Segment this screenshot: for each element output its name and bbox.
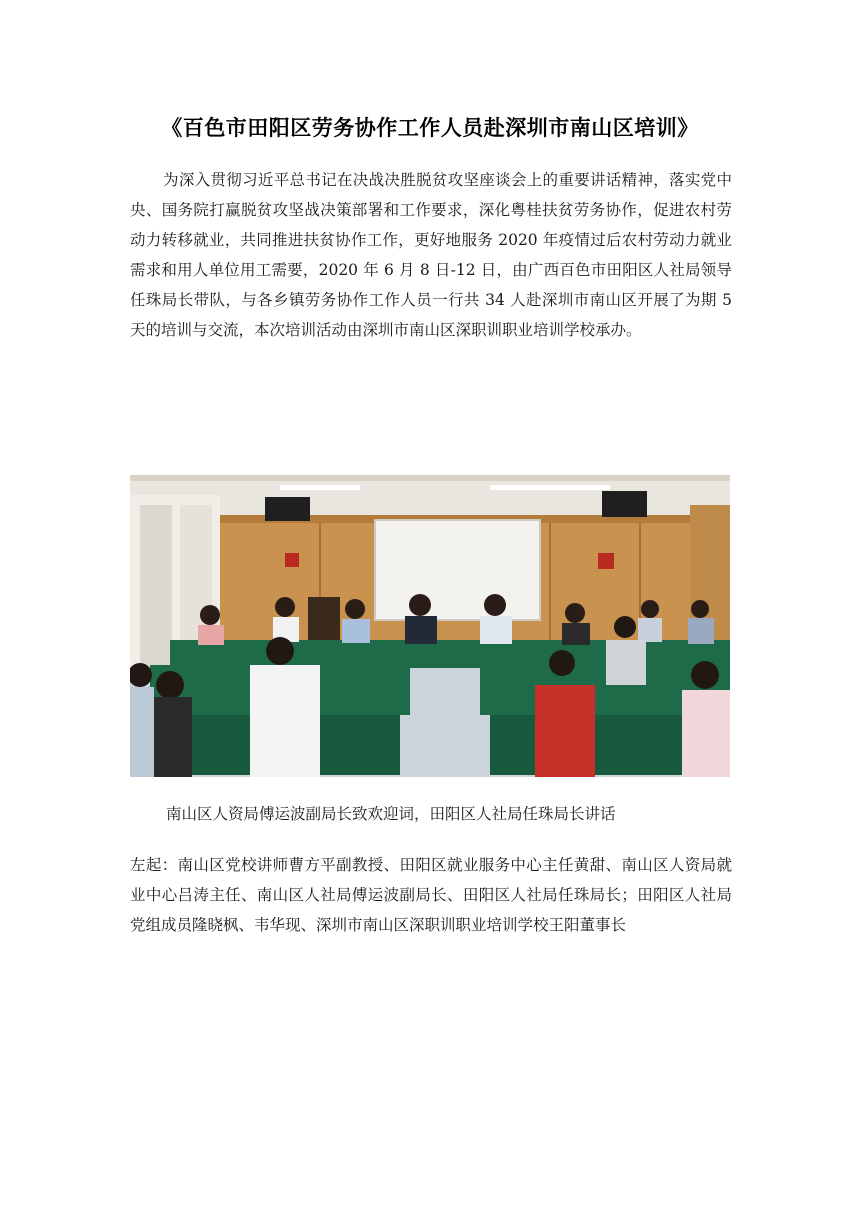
page-title: 《百色市田阳区劳务协作工作人员赴深圳市南山区培训》 [161,116,699,140]
photo-caption: 南山区人资局傅运波副局长致欢迎词，田阳区人社局任珠局长讲话 [166,805,616,823]
intro-paragraph: 为深入贯彻习近平总书记在决战决胜脱贫攻坚座谈会上的重要讲话精神，落实党中央、国务院打赢脱贫攻坚战决策部署和工作要求，深化粤桂扶贫劳务协作，促进农村劳动力转移就业，共同推进扶贫协作工作，更好地服务 2020 年疫情过后农村劳动力就业需求和用人单位用工需要，2020 年 6 月 8 日-12 日，由广西百色市田阳区人社局领导任珠局长带队，与各乡镇劳务协作工作人员一行共 34 人赴深圳市南山区开展了为期 5 天的培训与交流，本次培训活动由深圳市南山区深职训职业培训学校承办。 [130,171,732,339]
people-paragraph: 左起：南山区党校讲师曹方平副教授、田阳区就业服务中心主任黄甜、南山区人资局就业中心吕涛主任、南山区人社局傅运波副局长、田阳区人社局任珠局长；田阳区人社局党组成员隆晓枫、韦华现、深圳市南山区深职训职业培训学校王阳董事长 [130,856,732,934]
meeting-room-photo [130,475,730,777]
